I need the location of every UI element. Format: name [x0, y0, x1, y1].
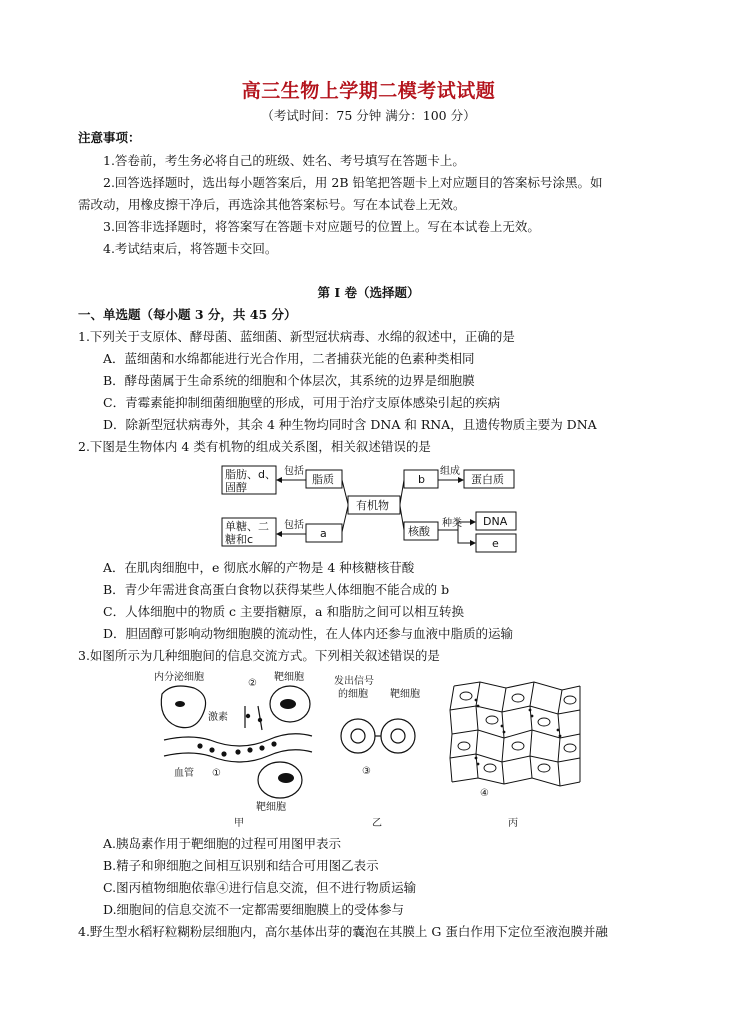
notice-item: 2.回答选择题时，选出每小题答案后，用 2B 铅笔把答题卡上对应题目的答案标号涂黑。如 — [103, 175, 603, 190]
question-2-option-a: A．在肌肉细胞中，e 彻底水解的产物是 4 种核糖核苷酸 — [103, 560, 415, 575]
diagram-kinds: 种类 — [442, 518, 462, 529]
section-part-heading: 一、单选题（每小题 3 分，共 45 分） — [78, 307, 297, 322]
label-target-cell-yi: 靶细胞 — [390, 689, 420, 700]
sender-cell — [341, 719, 375, 753]
question-1-option-b: B．酵母菌属于生命系统的细胞和个体层次，其系统的边界是细胞膜 — [103, 373, 475, 388]
exam-subtitle: （考试时间：75 分钟 满分：100 分） — [261, 108, 476, 123]
diagram-include-top: 包括 — [284, 466, 304, 477]
diagram-e: e — [492, 537, 499, 550]
panel-yi — [341, 719, 415, 753]
diagram-organic-matter: 有机物 — [356, 499, 389, 512]
question-3-option-a: A.胰岛素作用于靶细胞的过程可用图甲表示 — [103, 836, 342, 851]
section-title: 第 I 卷（选择题） — [317, 285, 420, 300]
cell-signaling-diagram — [150, 670, 590, 830]
question-3-option-b: B.精子和卵细胞之间相互识别和结合可用图乙表示 — [103, 858, 379, 873]
question-1-option-c: C．青霉素能抑制细菌细胞壁的形成，可用于治疗支原体感染引起的疾病 — [103, 395, 501, 410]
question-1-stem: 1.下列关于支原体、酵母菌、蓝细菌、新型冠状病毒、水绵的叙述中，正确的是 — [78, 329, 515, 344]
diagram-compose: 组成 — [440, 466, 460, 477]
label-endocrine-cell: 内分泌细胞 — [154, 672, 204, 683]
label-vessel: 血管 — [174, 768, 194, 779]
label-jia: 甲 — [234, 818, 244, 829]
marker-2: ② — [248, 678, 257, 689]
marker-4: ④ — [480, 788, 489, 799]
marker-1: ① — [212, 768, 221, 779]
organic-compounds-diagram — [218, 460, 528, 554]
notice-item: 1.答卷前，考生务必将自己的班级、姓名、考号填写在答题卡上。 — [103, 153, 465, 168]
diagram-b: b — [418, 473, 425, 486]
diagram-lipid-parts-2: 固醇 — [225, 481, 247, 494]
label-sender-1: 发出信号 — [334, 676, 374, 687]
panel-bing — [450, 682, 580, 786]
label-bing: 丙 — [508, 818, 518, 829]
marker-3: ③ — [362, 766, 371, 777]
question-3-option-d: D.细胞间的信息交流不一定都需要细胞膜上的受体参与 — [103, 902, 405, 917]
notice-heading: 注意事项： — [78, 130, 141, 145]
question-3-stem: 3.如图所示为几种细胞间的信息交流方式。下列相关叙述错误的是 — [78, 648, 440, 663]
diagram-lipid-parts-1: 脂肪、d、 — [225, 468, 276, 481]
diagram-dna: DNA — [483, 515, 508, 528]
endocrine-cell — [161, 686, 205, 728]
notice-item: 3.回答非选择题时，将答案写在答题卡对应题号的位置上。写在本试卷上无效。 — [103, 219, 540, 234]
diagram-protein: 蛋白质 — [471, 473, 504, 486]
diagram-a: a — [320, 527, 327, 540]
target-cell-yi — [381, 719, 415, 753]
label-target-cell-top: 靶细胞 — [274, 672, 304, 683]
question-1-option-d: D．除新型冠状病毒外，其余 4 种生物均同时含 DNA 和 RNA，且遗传物质主要为 DNA — [103, 417, 597, 432]
diagram-nucleic-acid: 核酸 — [408, 525, 430, 538]
page-title: 高三生物上学期二模考试试题 — [241, 80, 496, 102]
question-1-option-a: A．蓝细菌和水绵都能进行光合作用，二者捕获光能的色素种类相同 — [103, 351, 475, 366]
label-target-cell-bottom: 靶细胞 — [256, 802, 286, 813]
question-2-stem: 2.下图是生物体内 4 类有机物的组成关系图，相关叙述错误的是 — [78, 439, 431, 454]
label-yi: 乙 — [372, 818, 382, 829]
question-2-option-d: D．胆固醇可影响动物细胞膜的流动性，在人体内还参与血液中脂质的运输 — [103, 626, 514, 641]
notice-item: 需改动，用橡皮擦干净后，再选涂其他答案标号。写在本试卷上无效。 — [78, 197, 466, 212]
diagram-include-bottom: 包括 — [284, 520, 304, 531]
label-sender-2: 的细胞 — [338, 689, 368, 700]
notice-item: 4.考试结束后，将答题卡交回。 — [103, 241, 278, 256]
diagram-lipid: 脂质 — [312, 473, 334, 486]
question-4-stem: 4.野生型水稻籽粒糊粉层细胞内，高尔基体出芽的囊泡在其膜上 G 蛋白作用下定位至液泡膜并融 — [78, 924, 608, 939]
question-3-option-c: C.图丙植物细胞依靠④进行信息交流，但不进行物质运输 — [103, 880, 417, 895]
label-hormone: 激素 — [208, 712, 228, 723]
diagram-sugar-parts-2: 糖和c — [225, 533, 254, 546]
question-2-option-c: C．人体细胞中的物质 c 主要指糖原，a 和脂肪之间可以相互转换 — [103, 604, 464, 619]
diagram-sugar-parts-1: 单糖、二 — [225, 520, 269, 533]
question-2-option-b: B．青少年需进食高蛋白食物以获得某些人体细胞不能合成的 b — [103, 582, 450, 597]
